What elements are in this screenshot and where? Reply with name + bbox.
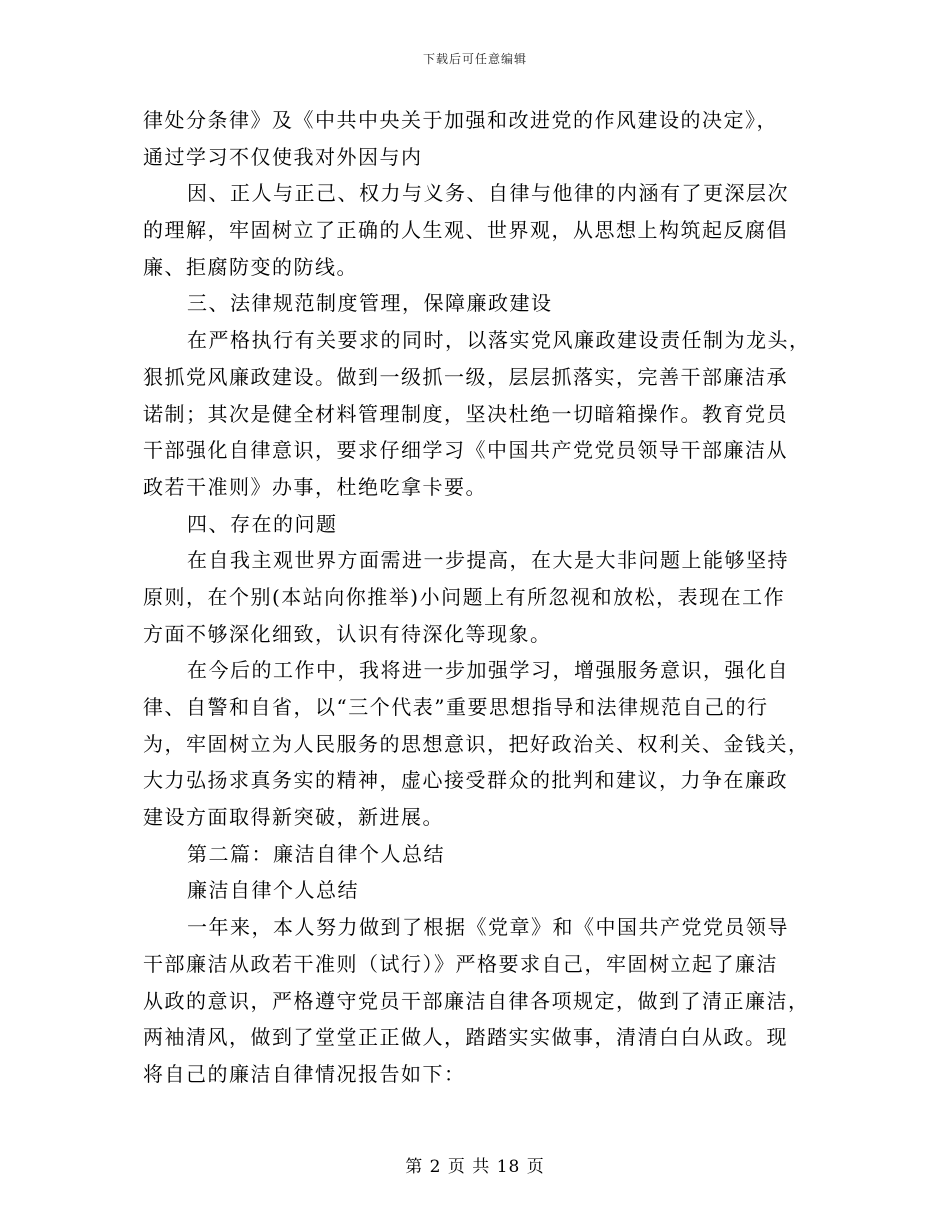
text-line: 干部强化自律意识，要求仔细学习《中国共产党党员领导干部廉洁从 — [143, 438, 788, 463]
text-line: 政若干准则》办事，杜绝吃拿卡要。 — [143, 474, 487, 499]
section-heading: 三、法律规范制度管理，保障廉政建设 — [187, 291, 553, 316]
text-line: 干部廉洁从政若干准则（试行）》严格要求自己，牢固树立起了廉洁 — [143, 951, 778, 976]
text-line: 两袖清风，做到了堂堂正正做人，踏踏实实做事，清清白白从政。现 — [143, 1025, 788, 1050]
text-line: 原则，在个别(本站向你推举)小问题上有所忽视和放松，表现在工作 — [143, 584, 786, 609]
text-line: 狠抓党风廉政建设。做到一级抓一级，层层抓落实，完善干部廉洁承 — [143, 364, 788, 389]
chapter-title: 第二篇：廉洁自律个人总结 — [187, 841, 445, 866]
section-heading: 四、存在的问题 — [187, 511, 338, 536]
text-line: 诺制；其次是健全材料管理制度，坚决杜绝一切暗箱操作。教育党员 — [143, 401, 788, 426]
text-line: 因、正人与正己、权力与义务、自律与他律的内涵有了更深层次 — [187, 181, 789, 206]
text-line: 从政的意识，严格遵守党员干部廉洁自律各项规定，做到了清正廉洁， — [143, 988, 810, 1013]
text-line: 将自己的廉洁自律情况报告如下： — [143, 1061, 466, 1086]
text-line: 大力弘扬求真务实的精神，虚心接受群众的批判和建议，力争在廉政 — [143, 768, 788, 793]
text-line: 建设方面取得新突破，新进展。 — [143, 805, 444, 830]
text-line: 律处分条律》及《中共中央关于加强和改进党的作风建设的决定》， — [143, 108, 778, 132]
text-line: 一年来，本人努力做到了根据《党章》和《中国共产党党员领导 — [187, 915, 789, 940]
text-line: 廉、拒腐防变的防线。 — [143, 254, 358, 279]
text-line: 在自我主观世界方面需进一步提高，在大是大非问题上能够坚持 — [187, 548, 789, 573]
text-line: 方面不够深化细致，认识有待深化等现象。 — [143, 621, 552, 646]
chapter-subtitle: 廉洁自律个人总结 — [187, 878, 359, 903]
document-body — [143, 102, 811, 1093]
text-line: 在严格执行有关要求的同时，以落实党风廉政建设责任制为龙头， — [187, 328, 811, 353]
text-line: 为，牢固树立为人民服务的思想意识，把好政治关、权利关、金钱关， — [143, 731, 810, 756]
text-line: 在今后的工作中，我将进一步加强学习，增强服务意识，强化自 — [187, 658, 789, 683]
text-line: 的理解，牢固树立了正确的人生观、世界观，从思想上构筑起反腐倡 — [143, 218, 788, 243]
page-header: 下载后可任意编辑 — [422, 52, 527, 66]
page-number: 第 2 页 共 18 页 — [405, 1157, 545, 1177]
text-line: 通过学习不仅使我对外因与内 — [143, 144, 423, 169]
text-line: 律、自警和自省，以“三个代表”重要思想指导和法律规范自己的行 — [143, 695, 769, 719]
